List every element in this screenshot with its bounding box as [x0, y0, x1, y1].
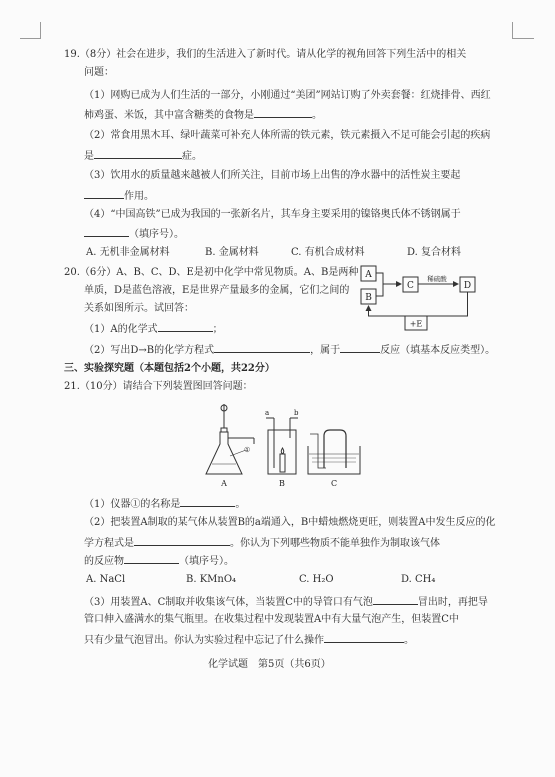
apparatus-label-c: C: [330, 479, 338, 488]
q21-sub3-c: [84, 632, 414, 647]
q19-sub2-answer-blank[interactable]: [94, 148, 182, 159]
q19-sub4-answer-blank[interactable]: [84, 226, 129, 237]
q19-option-a[interactable]: A. 无机非金属材料: [86, 247, 170, 258]
apparatus-mark-b: b: [294, 409, 299, 417]
q21-sub3-b: 管口伸入盛满水的集气瓶里。在收集过程中发现装置A中有大量气泡产生，但装置C中: [84, 614, 459, 625]
apparatus-b: [266, 418, 298, 474]
q21-option-d[interactable]: D. CH₄: [401, 574, 436, 585]
q19-option-c[interactable]: C. 有机合成材料: [291, 247, 365, 258]
q19-sub3-a: （3）饮用水的质量越来越被人们所关注，目前市场上出售的净水器中的活性炭主要起: [84, 170, 461, 181]
q21-option-a[interactable]: A. NaCl: [86, 574, 126, 585]
q20-sub2: [84, 342, 495, 357]
q21-sub2-choice-blank[interactable]: [124, 553, 179, 564]
apparatus-label-b: B: [279, 479, 285, 488]
q20-sub2-end: 反应（填基本反应类型）。: [380, 345, 496, 356]
q21-sub2-b-end: 。你认为下列哪些物质不能单独作为制取该气体: [230, 538, 440, 549]
apparatus-mark-a: a: [265, 409, 270, 417]
q19-sub2-a: （2）常食用黑木耳、绿叶蔬菜可补充人体所需的铁元素，铁元素摄入不足可能会引起的疾病: [84, 130, 491, 141]
q19-sub1-text: 柿鸡蛋、米饭，其中富含糖类的食物是: [84, 110, 254, 121]
apparatus-c: [308, 430, 360, 474]
q20-sub1: [84, 321, 223, 336]
q20-relation-diagram: [355, 262, 495, 342]
diagram-label-e: +E: [409, 319, 423, 329]
q21-sub1-text: （1）仪器①的名称是: [84, 499, 181, 510]
q20-sub1-text: （1）A的化学式: [84, 324, 158, 335]
section3-title: 三、实验探究题（本题包括2个小题，共22分）: [64, 363, 275, 374]
page-footer: 化学试题 第5页（共6页）: [208, 659, 331, 670]
q19-sub2-b: [84, 148, 202, 163]
q19-sub2-end: 症。: [182, 151, 202, 162]
diagram-bracket: [376, 273, 383, 296]
q19-sub2-text: 是: [84, 151, 94, 162]
crop-mark-top-left: [20, 38, 40, 39]
q20-sub1-answer-blank[interactable]: [158, 321, 213, 332]
q19-sub3-end: 作用。: [124, 191, 154, 202]
q20-sub2-type-blank[interactable]: [340, 342, 380, 353]
q20-stem-2: 单质，D是蓝色溶液，E是世界产量最多的金属，它们之间的: [84, 285, 350, 296]
q19-sub4-a: （4）“中国高铁”已成为我国的一张新名片，其车身主要采用的镍铬奥氏体不锈钢属于: [84, 209, 461, 220]
q19-sub4-text: （填序号）。: [129, 229, 184, 240]
apparatus-a: [206, 404, 254, 474]
diagram-arrow-label: 稀硫酸: [427, 275, 447, 283]
q21-sub2-c-end: （填序号）。: [179, 556, 234, 567]
q21-sub2-b-text: 学方程式是: [84, 538, 134, 549]
q21-sub3-c-end: 。: [404, 635, 414, 646]
q21-sub2-equation-blank[interactable]: [134, 535, 230, 546]
q19-sub1-end: 。: [312, 110, 322, 121]
q21-stem: 21.（10分）请结合下列装置图回答问题：: [64, 381, 253, 392]
q21-sub3-a: [84, 594, 488, 609]
q19-option-d[interactable]: D. 复合材料: [407, 247, 462, 258]
q21-apparatus-figure: [200, 398, 380, 490]
q20-sub2-equation-blank[interactable]: [214, 342, 310, 353]
q19-option-b[interactable]: B. 金属材料: [205, 247, 259, 258]
apparatus-label-a: A: [221, 479, 227, 488]
q21-sub1-answer-blank[interactable]: [180, 496, 235, 507]
q21-option-b[interactable]: B. KMnO₄: [186, 574, 237, 585]
q19-sub3-answer-blank[interactable]: [84, 188, 124, 199]
q21-sub1-end: 。: [235, 499, 246, 510]
q20-sub1-end: ；: [212, 324, 223, 335]
diagram-label-c: C: [407, 281, 414, 291]
q21-sub3-answer-blank-1[interactable]: [373, 594, 418, 605]
apparatus-mark-1: ①: [244, 446, 251, 454]
q19-sub4-b: [84, 226, 184, 241]
q20-stem-1: 20.（6分）A、B、C、D、E是初中化学中常见物质。A、B是两种: [64, 267, 359, 278]
q21-sub3-c-text: 只有少量气泡冒出。你认为实验过程中忘记了什么操作: [84, 635, 324, 646]
q20-stem-3: 关系如图所示。试回答：: [84, 303, 194, 314]
crop-mark-top-right: [512, 38, 534, 39]
q19-sub1-b: [84, 107, 322, 122]
q21-sub2-a: （2）把装置A制取的某气体从装置B的a端通入，B中蜡烛燃烧更旺，则装置A中发生反应的化: [84, 517, 496, 528]
q19-sub3-b: [84, 188, 154, 203]
q19-stem: 19.（8分）社会在进步，我们的生活进入了新时代。请从化学的视角回答下列生活中的相关: [64, 49, 467, 60]
q21-sub3-a-text: （3）用装置A、C制取并收集该气体，当装置C中的导管口有气泡: [84, 597, 373, 608]
q21-option-c[interactable]: C. H₂O: [299, 574, 334, 585]
q21-sub1: [84, 496, 245, 511]
q19-sub1-answer-blank[interactable]: [254, 107, 312, 118]
q20-sub2-mid: ，属于: [310, 345, 341, 356]
q19-stem-cont: 问题：: [84, 67, 114, 78]
crop-mark-top-left-v: [40, 22, 41, 39]
diagram-label-a: A: [365, 270, 372, 280]
q21-sub2-c-text: 的反应物: [84, 556, 124, 567]
crop-mark-top-right-v: [512, 22, 513, 39]
diagram-label-b: B: [365, 293, 372, 303]
q20-sub2-text: （2）写出D→B的化学方程式: [84, 345, 215, 356]
q21-sub2-c: [84, 553, 234, 568]
diagram-label-d: D: [463, 281, 472, 291]
q21-sub3-a-end: 冒出时，再把导: [417, 597, 488, 608]
q21-sub3-answer-blank-2[interactable]: [324, 632, 404, 643]
q19-sub1-a: （1）网购已成为人们生活的一部分，小刚通过“美团”网站订购了外卖套餐：红烧排骨、西红: [84, 90, 491, 101]
q21-sub2-b: [84, 535, 440, 550]
